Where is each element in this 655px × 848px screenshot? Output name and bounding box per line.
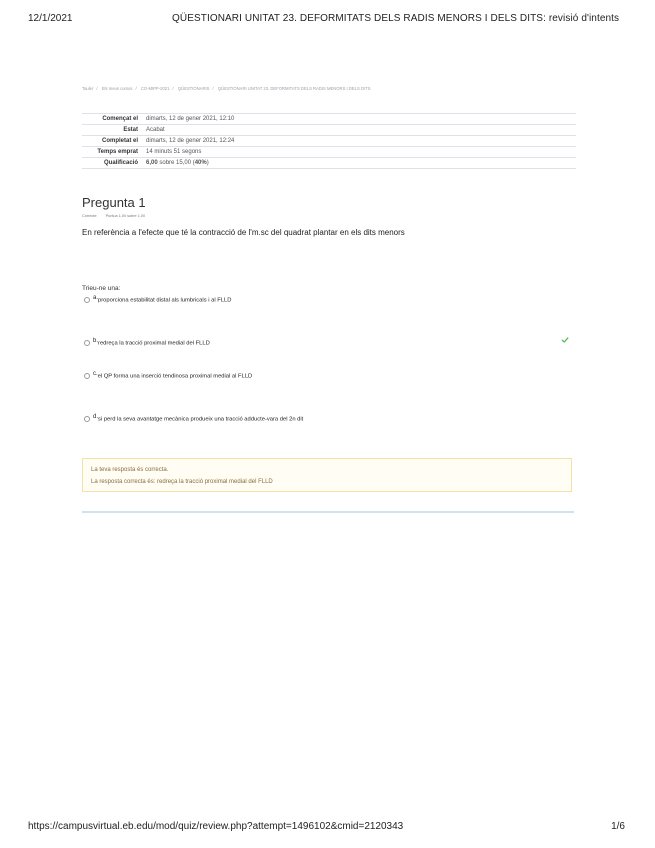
summary-value: dimarts, 12 de gener 2021, 12:10 [146,116,235,122]
option-text: redreça la tracció proximal medial del FLLD [98,340,210,347]
answer-option-b[interactable] [84,340,210,347]
summary-row [82,147,576,158]
summary-value: Acabat [146,127,165,133]
grade-value [142,158,576,169]
breadcrumb-item[interactable]: Els meus cursos [101,86,133,91]
grade-score: 6,00 [146,160,158,166]
feedback-box [82,458,572,492]
breadcrumb-item[interactable]: Tauler [82,86,94,91]
breadcrumb: Tauler / Els meus cursos / CO-MIPP-2021 / QÜESTIONARIS / QÜESTIONARI UNITAT 23. DEFORMITATS DELS RADIS MENORS I DELS DITS [82,86,371,91]
summary-value: dimarts, 12 de gener 2021, 12:24 [146,138,235,144]
print-date: 12/1/2021 [28,13,73,24]
radio-button[interactable] [84,373,90,379]
grade-close: ) [206,160,209,166]
summary-label: Començat el [102,116,138,122]
option-letter: a. [93,295,99,301]
option-letter: b. [93,338,99,344]
question-status: Correcte [82,214,97,218]
summary-label: Completat el [101,138,138,144]
answer-prompt: Trieu-ne una: [82,285,121,292]
feedback-right-answer: La resposta correcta és: redreça la tracció proximal medial del FLLD [91,479,273,485]
summary-label: Temps emprat [97,149,138,155]
summary-label: Estat [123,127,138,133]
print-title: QÜESTIONARI UNITAT 23. DEFORMITATS DELS RADIS MENORS I DELS DITS: revisió d'intents [172,13,620,24]
summary-row [82,136,576,147]
breadcrumb-item[interactable]: CO-MIPP-2021 [140,86,170,91]
summary-row [82,158,576,169]
summary-value: 14 minuts 51 segons [146,149,202,155]
summary-label: Qualificació [103,160,138,166]
summary-row [82,125,576,136]
feedback-correct: La teva resposta és correcta. [91,467,169,473]
breadcrumb-item[interactable]: QÜESTIONARI UNITAT 23. DEFORMITATS DELS RADIS MENORS I DELS DITS [217,86,371,91]
question-points: Puntua 1,00 sobre 1,00 [105,214,146,218]
print-url: https://campusvirtual.eb.edu/mod/quiz/review.php?attempt=1496102&cmid=2120343 [28,821,404,832]
check-icon [561,336,569,344]
answer-option-a[interactable] [84,297,231,304]
question-title: Pregunta 1 [82,195,146,210]
radio-button[interactable] [84,297,90,303]
option-letter: d. [93,414,99,420]
grade-percent: 40% [194,160,207,166]
question-text: En referència a l'efecte que té la contracció de l'm.sc del quadrat plantar en els dits menors [82,228,405,237]
answer-option-d[interactable] [84,416,303,423]
summary-row [82,114,576,125]
answer-option-c[interactable] [84,373,252,380]
option-text: proporciona estabilitat distal als lumbricals i al FLLD [98,297,232,304]
question-divider [82,511,574,513]
option-letter: c. [93,371,98,377]
option-text: si perd la seva avantatge mecànica produeix una tracció adducte-vara del 2n dit [98,416,304,423]
breadcrumb-item[interactable]: QÜESTIONARIS [177,86,210,91]
question-meta [82,214,153,218]
radio-button[interactable] [84,340,90,346]
radio-button[interactable] [84,416,90,422]
option-text: el QP forma una inserció tendinosa proximal medial al FLLD [97,373,253,380]
attempt-summary [82,113,576,169]
grade-max: sobre 15,00 ( [157,160,195,166]
print-page-number: 1/6 [611,821,625,832]
